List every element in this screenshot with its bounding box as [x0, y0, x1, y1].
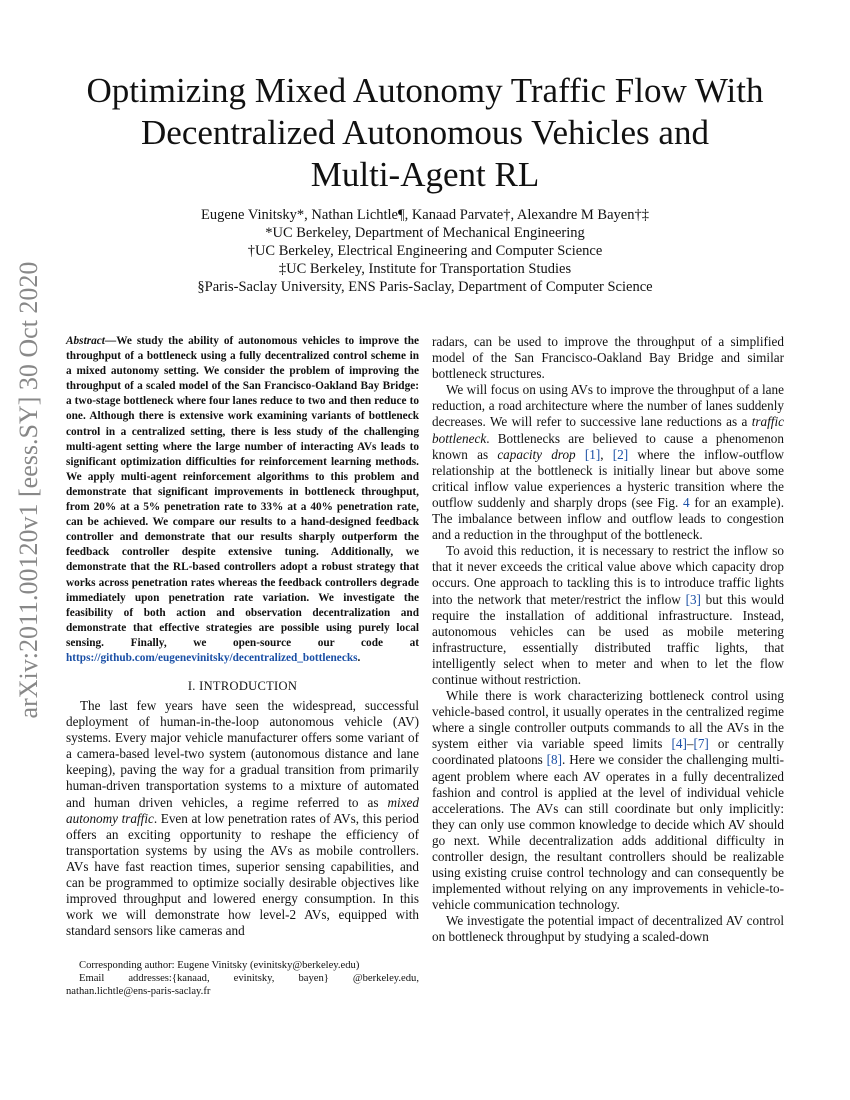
emphasis-text: traffic bottleneck [432, 414, 784, 446]
body-text: but this would require the installation of additional infrastructure. Instead, autonomous vehicles can be used as mobile metering infrastructure, essentially distributed traffic lights, that intelligently select when to meter and when to let the flow continue without restriction. [432, 591, 785, 687]
title-line-3: Multi-Agent RL [310, 155, 540, 194]
citation-link[interactable]: [7] [693, 736, 709, 752]
intro-paragraph [66, 698, 419, 939]
body-text: , [600, 446, 613, 462]
affiliation-1: *UC Berkeley, Department of Mechanical Engineering [265, 225, 585, 241]
arxiv-sidebar [4, 261, 54, 719]
affiliation-4: §Paris-Saclay University, ENS Paris-Saclay, Department of Computer Science [197, 279, 653, 295]
paragraph-investigation: We investigate the potential impact of decentralized AV control on bottleneck throughput by studying a scaled-down [432, 913, 784, 945]
author-names: Eugene Vinitsky*, Nathan Lichtle¶, Kanaad Parvate†, Alexandre M Bayen†‡ [201, 207, 649, 223]
body-text: where the inflow-outflow relationship at the bottleneck is initially linear but above some critical inflow value experiences a hysteric transition where the outflow suddenly and sharply drops (see Fig. [432, 446, 784, 510]
citation-link[interactable]: [4] [671, 736, 687, 752]
intro-text: The last few years have seen the widespread, successful deployment of human-in-the-loop autonomous vehicle (AV) systems. Every major vehicle manufacturer offers some variant of a camera-based level-two system (autonomous distance and lane keeping), paving the way for a gradual transition from primarily human-driven transportation systems to a mixture of automated and human driven vehicles, a regime referred to as [66, 698, 419, 810]
author-block [60, 206, 790, 296]
body-text: . Here we consider the challenging multi-agent problem where each AV operates in a fully decentralized fashion and control is applied at the level of individual vehicle accelerations. The AVs can still coordinate but only implicitly: they can only use common knowledge to decide which AV should go next. While decentralization adds additional difficulty in controller design, the resultant controllers should be realizable using existing cruise control technology and can consequently be implemented without relying on any improvements in vehicle-to-vehicle communication technology. [432, 752, 785, 913]
abstract-label: Abstract [66, 335, 105, 347]
footnote [66, 959, 419, 998]
body-text: or centrally coordinated platoons [432, 736, 784, 768]
arxiv-identifier: arXiv:2011.00120v1 [eess.SY] 30 Oct 2020 [14, 261, 43, 719]
body-text: To avoid this reduction, it is necessary to restrict the inflow so that it never exceeds the critical value above which capacity drop occurs. One approach to tackling this is to introduce traffic lights into the network that meter/restrict the inflow [432, 543, 784, 607]
title-line-1: Optimizing Mixed Autonomy Traffic Flow With [86, 71, 764, 110]
abstract [66, 334, 419, 666]
paper-title [60, 70, 790, 196]
body-text: . Bottlenecks are believed to cause a phenomenon known as [432, 430, 784, 462]
affiliation-2: †UC Berkeley, Electrical Engineering and Computer Science [247, 243, 603, 259]
citation-link[interactable]: [3] [685, 591, 701, 607]
emphasis-text: mixed autonomy traffic [66, 794, 419, 826]
introduction-text [66, 698, 419, 939]
code-link[interactable]: https://github.com/eugenevinitsky/decentralized_bottlenecks [66, 651, 358, 664]
right-column-text [432, 334, 784, 946]
paragraph-related-work [432, 688, 784, 913]
abstract-text: —We study the ability of autonomous vehicles to improve the throughput of a bottleneck using a fully decentralized control scheme in a mixed autonomy setting. We consider the problem of improving the throughput of a scaled model of the San Francisco-Oakland Bay Bridge: a two-stage bottleneck where four lanes reduce to two and then reduce to one. Although there is extensive work examining variants of bottleneck control in a centralized setting, there is less study of the challenging multi-agent setting where the large number of interacting AVs leads to significant optimization difficulties for reinforcement learning methods. We apply multi-agent reinforcement algorithms to this problem and demonstrate that significant improvements in bottleneck throughput, from 20% at a 5% penetration rate to 33% at a 40% penetration rate, can be achieved. We compare our results to a hand-designed feedback controller and demonstrate that our results sharply outperform the feedback controller despite extensive tuning. Additionally, we demonstrate that the RL-based controllers adopt a robust strategy that works across penetration rates whereas the feedback controllers degrade immediately upon penetration rate variation. We investigate the feasibility of both action and observation decentralization and demonstrate that effective strategies are possible using purely local sensing. Finally, we open-source our code at [66, 335, 419, 649]
body-text: for an example). The imbalance between inflow and outflow leads to congestion and a reduction in the throughput of the bottleneck. [432, 494, 784, 543]
affiliation-3: ‡UC Berkeley, Institute for Transportation Studies [278, 261, 572, 277]
section-heading-introduction: I. INTRODUCTION [187, 679, 298, 693]
body-text: While there is work characterizing bottleneck control using vehicle-based control, it usually operates in the centralized regime where a single controller outputs commands to all the AVs in the system either via variable speed limits [432, 688, 784, 752]
intro-text: . Even at low penetration rates of AVs, this period offers an exciting opportunity to reshape the efficiency of transportation systems by using the AVs as mobile controllers. AVs have fast reaction times, superior sensing capabilities, and can be programmed to optimize socially desirable objectives like improved throughput and lowered energy consumption. In this work we will demonstrate how level-2 AVs, equipped with standard sensors like cameras and [66, 810, 419, 939]
body-text: – [686, 736, 694, 752]
paragraph-avoid-reduction [432, 543, 784, 688]
body-text: We will focus on using AVs to improve the throughput of a lane reduction, a road architecture where the number of lanes suddenly decreases. We will refer to successive lane reductions as a [432, 382, 784, 430]
citation-link[interactable]: [1] [584, 446, 601, 462]
paragraph-continued: radars, can be used to improve the throughput of a simplified model of the San Francisco-Oakland Bay Bridge and similar bottleneck structures. [432, 334, 784, 382]
paragraph-lane-reduction [432, 382, 784, 543]
citation-link[interactable]: [2] [612, 446, 629, 462]
body-text [576, 447, 585, 462]
emphasis-text: capacity drop [497, 446, 576, 462]
abstract-end: . [357, 651, 361, 664]
footnote-emails: Email addresses:{kanaad, evinitsky, bayen} @berkeley.edu, nathan.lichtle@ens-paris-saclay.fr [66, 973, 419, 997]
citation-link[interactable]: [8] [546, 752, 563, 768]
figure-link[interactable]: 4 [683, 494, 690, 510]
footnote-corresponding-author: Corresponding author: Eugene Vinitsky (evinitsky@berkeley.edu) [79, 960, 360, 971]
title-line-2: Decentralized Autonomous Vehicles and [141, 113, 709, 152]
